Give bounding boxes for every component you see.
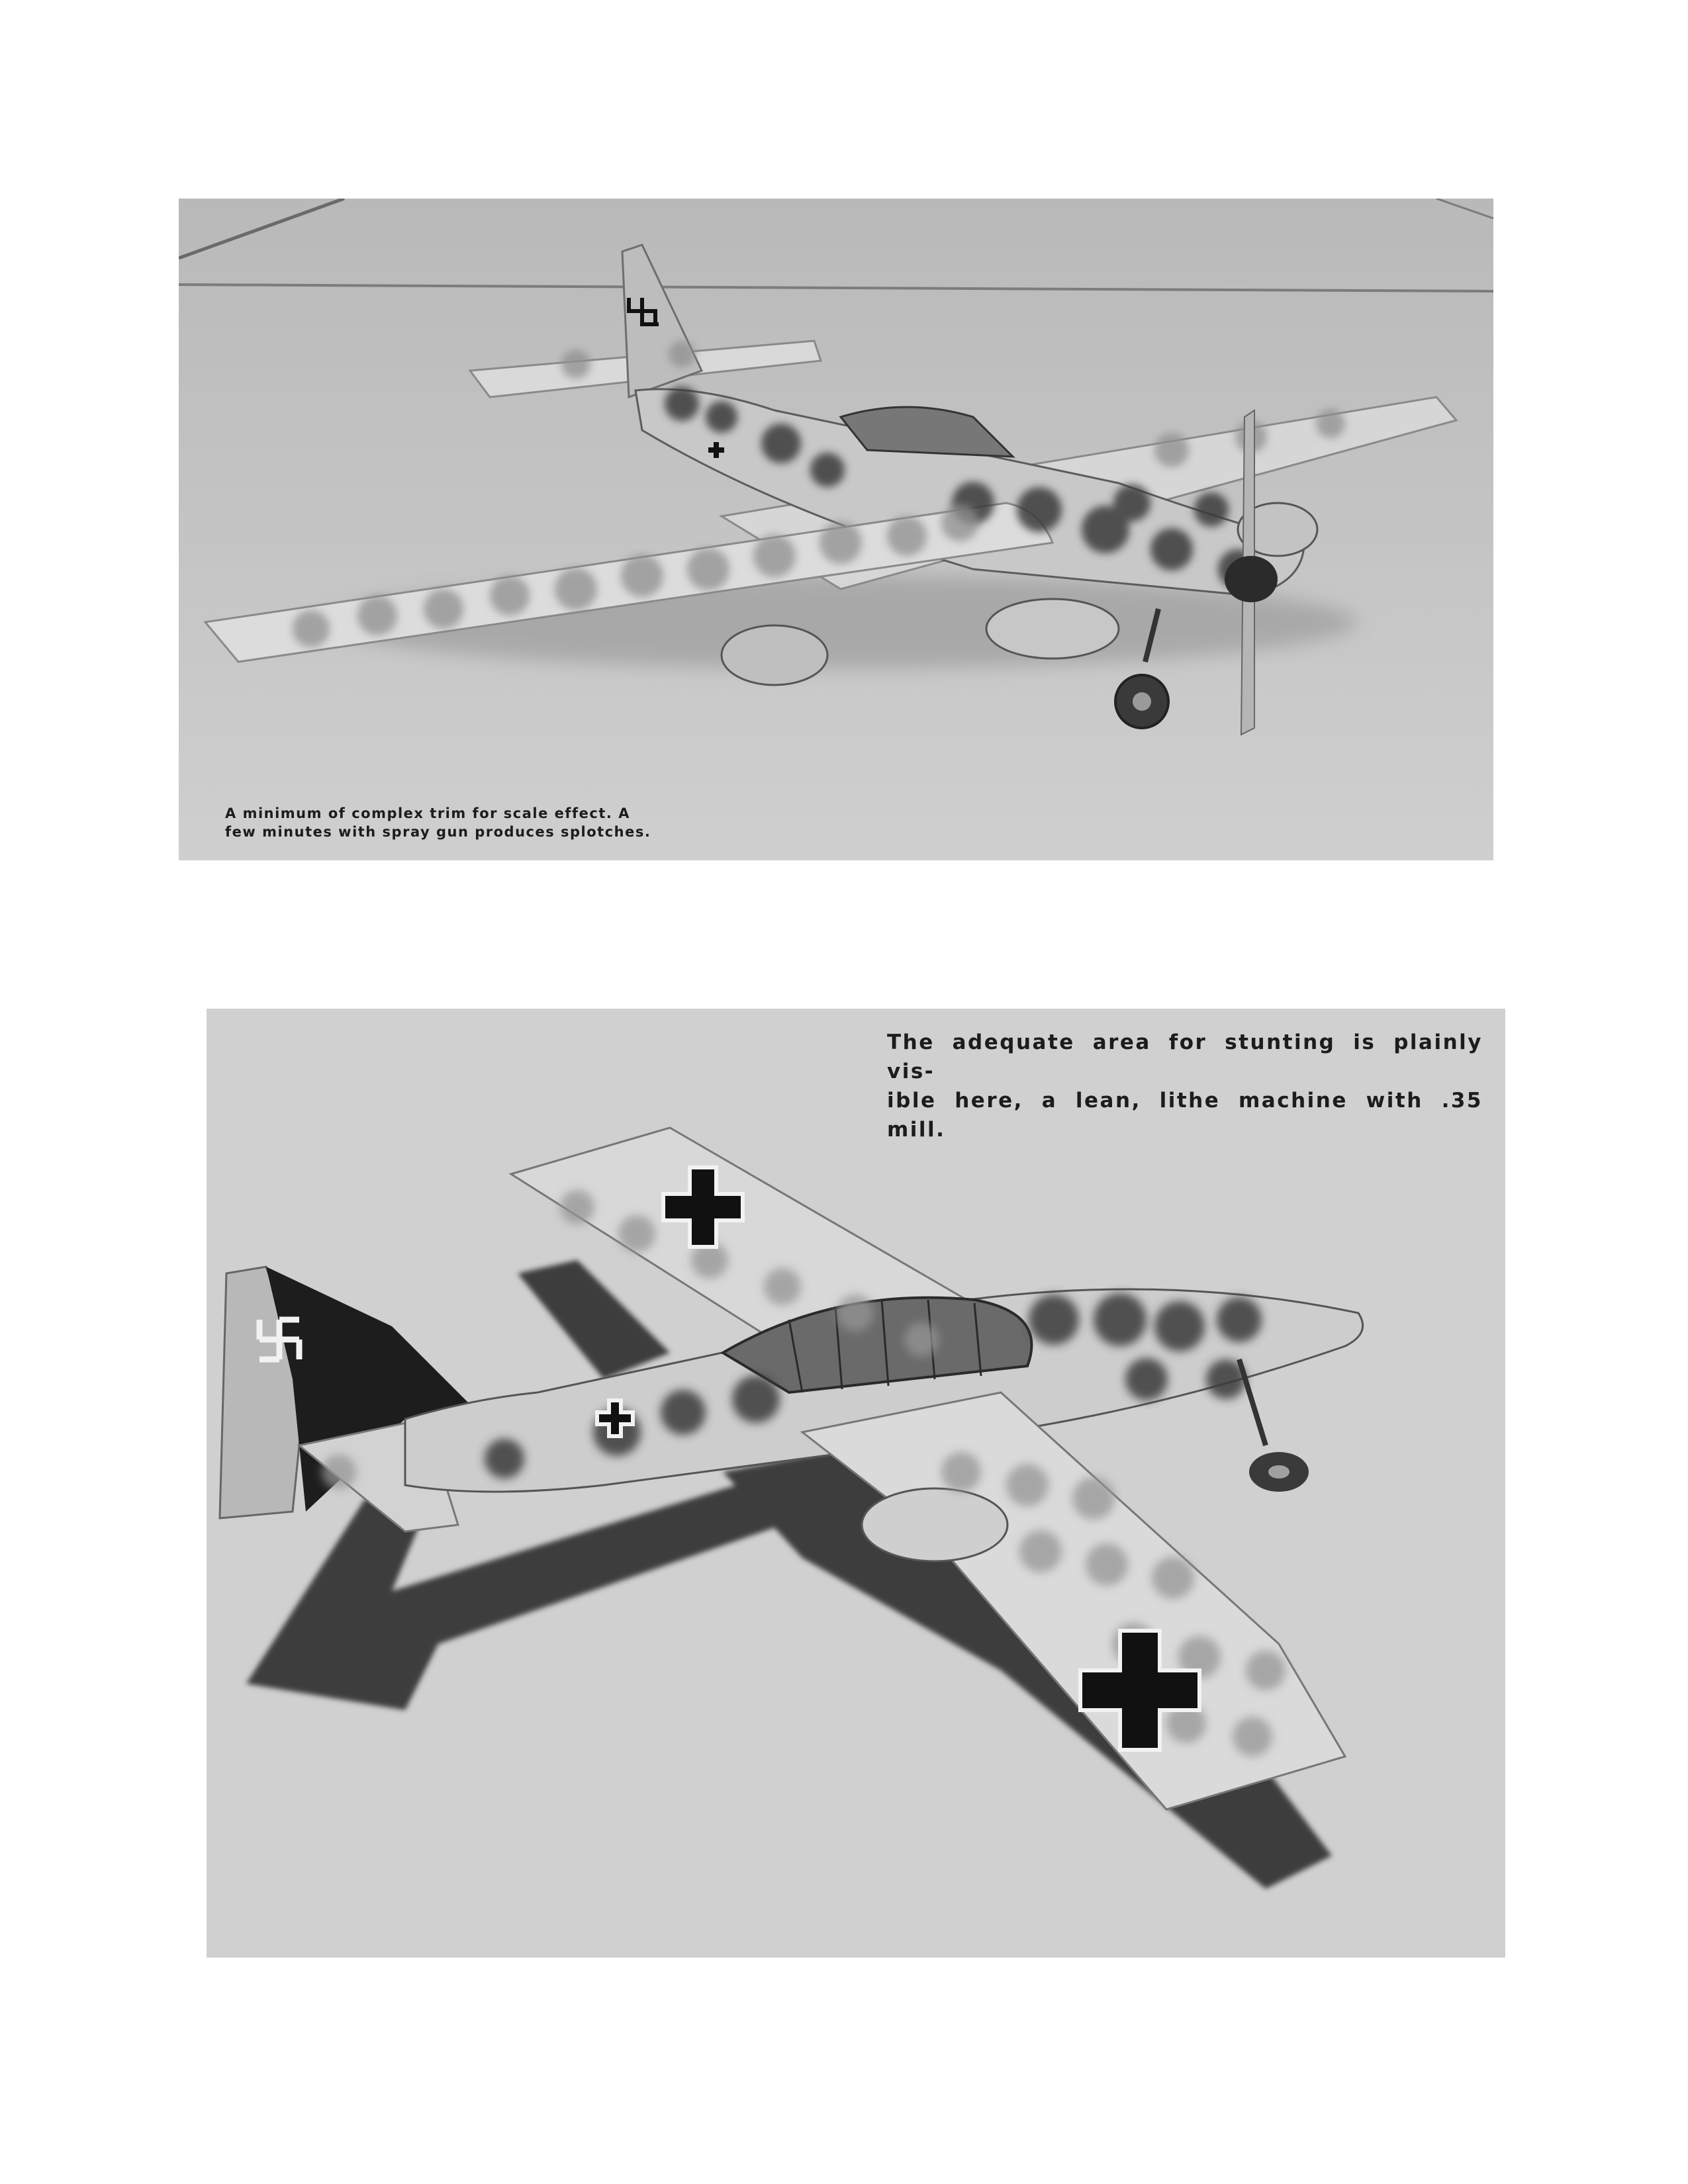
bottom-photo [207, 1009, 1505, 1958]
top-photo [179, 199, 1493, 860]
top-photo-caption [225, 804, 651, 841]
caption-line: A minimum of complex trim for scale effect. A [225, 805, 630, 821]
bottom-photo-image [207, 1009, 1505, 1958]
caption-line: few minutes with spray gun produces splotches. [225, 824, 651, 840]
bottom-photo-caption [887, 1028, 1483, 1144]
caption-line: The adequate area for stunting is plainly vis- [887, 1030, 1483, 1083]
caption-line: ible here, a lean, lithe machine with .35 mill. [887, 1089, 1483, 1142]
top-photo-image [179, 199, 1493, 860]
